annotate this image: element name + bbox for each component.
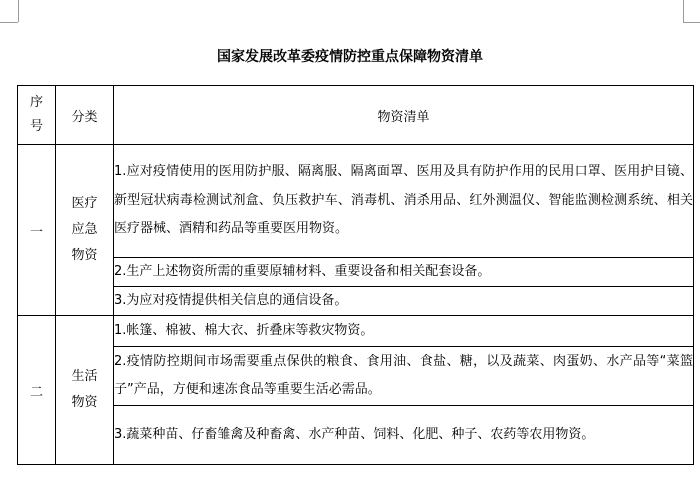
list-item-text: 2.生产上述物资所需的重要原辅材料、重要设备和相关配套设备。	[114, 264, 491, 279]
list-item-text: 3.为应对疫情提供相关信息的通信设备。	[114, 293, 348, 308]
group-number: 二	[18, 316, 56, 465]
header-category: 分类	[56, 86, 114, 145]
header-items: 物资清单	[114, 86, 694, 145]
group-number: 一	[18, 145, 56, 316]
group-category	[56, 145, 114, 316]
crop-mark-top-right-v	[683, 0, 684, 22]
table-row	[18, 347, 694, 406]
group-category	[56, 316, 114, 465]
group-category-label: 生活物资	[71, 369, 98, 410]
list-item-text: 3.蔬菜种苗、仔畜雏禽及种畜禽、水产种苗、饲料、化肥、种子、农药等农用物资。	[114, 426, 595, 442]
header-number-label: 序号	[30, 95, 44, 134]
list-item	[114, 145, 694, 258]
header-number	[18, 86, 56, 145]
table-row	[18, 145, 694, 258]
list-item-text: 1.应对疫情使用的医用防护服、隔离服、隔离面罩、医用及具有防护作用的民用口罩、医用护目镜、新型冠状病毒检测试剂盒、负压救护车、消毒机、消杀用品、红外测温仪、智能监测检测系统、相关医疗器械、酒精和药品等重要医用物资。	[114, 164, 693, 237]
list-item-text: 1.帐篷、棉被、棉大衣、折叠床等救灾物资。	[114, 323, 374, 338]
list-item	[114, 316, 694, 347]
list-item	[114, 287, 694, 316]
document-title: 国家发展改革委疫情防控重点保障物资清单	[217, 49, 483, 65]
list-item-text: 2.疫情防控期间市场需要重点保供的粮食、食用油、食盐、糖，以及蔬菜、肉蛋奶、水产品等“菜篮子”产品，方便和速冻食品等重要生活必需品。	[114, 353, 693, 397]
list-item	[114, 347, 694, 406]
crop-mark-top-right-h	[683, 22, 700, 23]
table-row	[18, 316, 694, 347]
table-row	[18, 258, 694, 287]
table-row	[18, 406, 694, 465]
list-item	[114, 406, 694, 465]
supply-list-table	[17, 85, 694, 465]
crop-mark-top-left-v	[18, 0, 19, 22]
group-category-label: 医疗应急物资	[71, 196, 98, 263]
table-row	[18, 287, 694, 316]
table-header-row	[18, 86, 694, 145]
list-item	[114, 258, 694, 287]
crop-mark-top-left-h	[0, 22, 18, 23]
